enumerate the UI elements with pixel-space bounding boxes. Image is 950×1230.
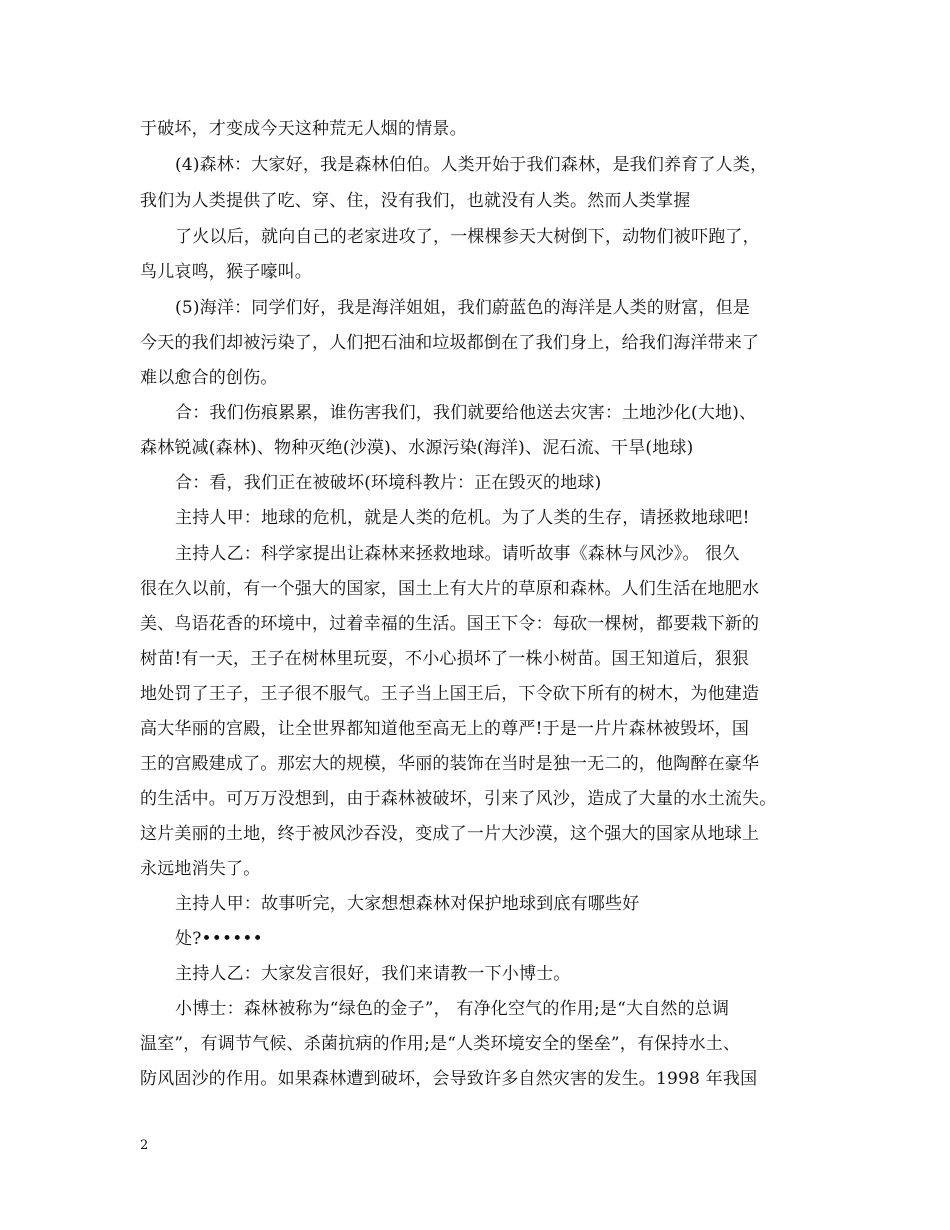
text-line: 很在久以前，有一个强大的国家，国土上有大片的草原和森林。人们生活在地肥水 — [140, 579, 760, 599]
text-line: 今天的我们却被污染了，人们把石油和垃圾都倒在了我们身上，给我们海洋带来了 — [140, 333, 760, 353]
text-line: 我们为人类提供了吃、穿、住，没有我们，也就没有人类。然而人类掌握 — [140, 191, 691, 211]
text-line: 温室”，有调节气候、杀菌抗病的作用;是“人类环境安全的堡垒”，有保持水土、 — [140, 1034, 741, 1054]
text-line: 主持人甲：故事听完，大家想想森林对保护地球到底有哪些好 — [175, 894, 640, 914]
text-line: 处?•••••• — [175, 929, 263, 949]
text-line: 合：我们伤痕累累，谁伤害我们，我们就要给他送去灾害：土地沙化(大地)、 — [175, 403, 757, 423]
text-line: 主持人乙：科学家提出让森林来拯救地球。请听故事《森林与风沙》。 很久 — [175, 544, 740, 564]
text-line: 于破坏，才变成今天这种荒无人烟的情景。 — [140, 119, 467, 139]
text-line: 这片美丽的土地，终于被风沙吞没，变成了一片大沙漠，这个强大的国家从地球上 — [140, 824, 760, 844]
text-line: 树苗!有一天，王子在树林里玩耍，不小心损坏了一株小树苗。国王知道后，狠狠 — [140, 649, 750, 669]
text-line: 的生活中。可万万没想到，由于森林被破坏，引来了风沙，造成了大量的水土流失。 — [140, 789, 777, 809]
text-line: 高大华丽的宫殿，让全世界都知道他至高无上的尊严!于是一片片森林被毁坏，国 — [140, 719, 750, 739]
text-line: 主持人乙：大家发言很好，我们来请教一下小博士。 — [175, 964, 571, 984]
text-line: 主持人甲：地球的危机，就是人类的危机。为了人类的生存，请拯救地球吧! — [175, 508, 750, 528]
text-line: 了火以后，就向自己的老家进攻了，一棵棵参天大树倒下，动物们被吓跑了， — [175, 227, 760, 247]
page-number: 2 — [140, 1138, 149, 1153]
text-line: 小博士：森林被称为“绿色的金子”， 有净化空气的作用;是“大自然的总调 — [175, 999, 730, 1019]
text-line: (4)森林：大家好，我是森林伯伯。人类开始于我们森林，是我们养育了人类， — [175, 155, 768, 175]
text-line: 地处罚了王子，王子很不服气。王子当上国王后，下令砍下所有的树木，为他建造 — [140, 684, 760, 704]
text-line: 森林锐减(森林)、物种灭绝(沙漠)、水源污染(海洋)、泥石流、干旱(地球) — [140, 438, 694, 458]
text-line: 防风固沙的作用。如果森林遭到破坏，会导致许多自然灾害的发生。1998 年我国 — [140, 1069, 758, 1089]
text-line: 永远地消失了。 — [140, 859, 261, 879]
text-line: 鸟儿哀鸣，猴子嚎叫。 — [140, 262, 312, 282]
text-line: 王的宫殿建成了。那宏大的规模，华丽的装饰在当时是独一无二的，他陶醉在豪华 — [140, 754, 760, 774]
text-line: 难以愈合的创伤。 — [140, 368, 278, 388]
text-line: (5)海洋：同学们好，我是海洋姐姐，我们蔚蓝色的海洋是人类的财富，但是 — [175, 298, 751, 318]
text-line: 合：看，我们正在被破坏(环境科教片：正在毁灭的地球) — [175, 473, 602, 493]
text-line: 美、鸟语花香的环境中，过着幸福的生活。国王下令：每砍一棵树，都要栽下新的 — [140, 614, 760, 634]
